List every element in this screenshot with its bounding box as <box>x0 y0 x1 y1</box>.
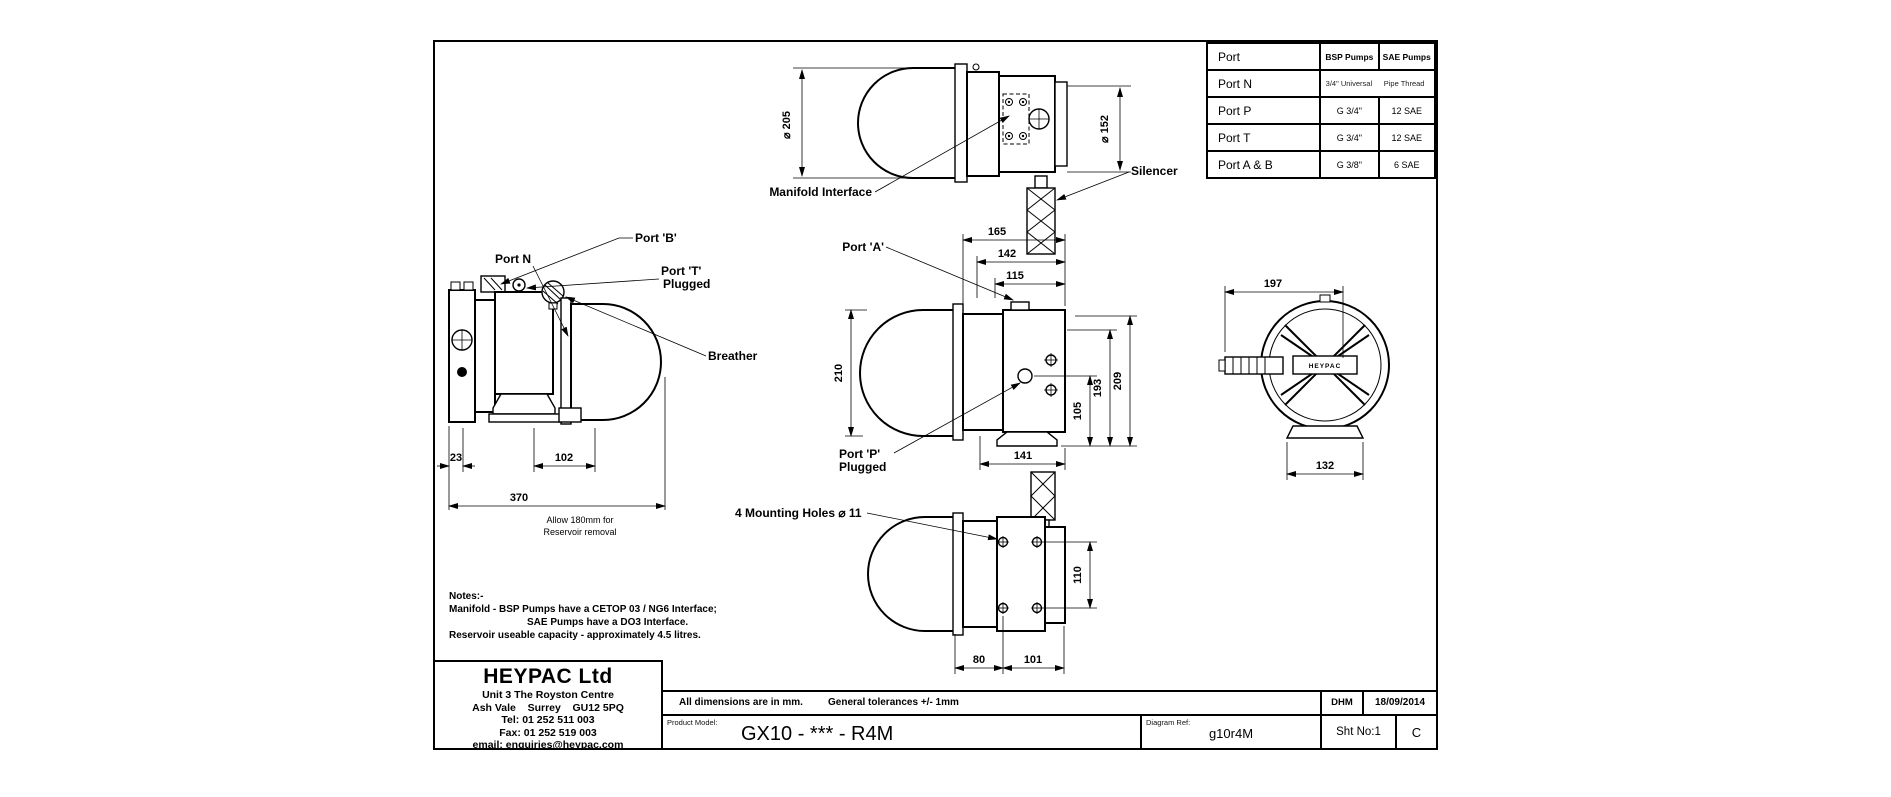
port-n-bsp-value: 3/4" Universal <box>1325 79 1373 88</box>
dim-23: 23 <box>449 452 463 464</box>
bottom-plan-view <box>735 472 1097 674</box>
port-table-header-bsp: BSP Pumps <box>1320 43 1378 70</box>
port-ab-cell: Port A & B <box>1207 151 1320 178</box>
dim-193: 193 <box>1092 378 1104 398</box>
dim-dia205: ⌀ 205 <box>781 110 793 140</box>
dim-110: 110 <box>1072 566 1084 584</box>
company-address1: Unit 3 The Royston Centre <box>482 689 614 701</box>
port-t-cell: Port T <box>1207 124 1320 151</box>
dim-102: 102 <box>554 452 574 464</box>
motor-end-view <box>1219 278 1389 480</box>
note-allow-line1: Allow 180mm for <box>546 515 614 525</box>
front-elevation-view <box>437 231 758 537</box>
dims-note: All dimensions are in mm. <box>679 697 803 708</box>
dim-115: 115 <box>1006 270 1024 282</box>
label-port-n: Port N <box>495 252 531 266</box>
label-port-p-plugged: Plugged <box>839 460 887 474</box>
diagram-ref-label: Diagram Ref: <box>1146 718 1191 727</box>
dim-197: 197 <box>1263 278 1283 290</box>
dim-141: 141 <box>1013 450 1033 462</box>
label-manifold-interface: Manifold Interface <box>769 185 872 199</box>
port-table-header-sae: SAE Pumps <box>1379 43 1436 70</box>
product-model-cell <box>663 716 1140 748</box>
dim-370: 370 <box>509 492 529 504</box>
side-elevation-view <box>833 226 1137 474</box>
label-breather: Breather <box>708 349 758 363</box>
notes-line1: Manifold - BSP Pumps have a CETOP 03 / NG6 Interface; <box>449 604 717 615</box>
notes-title: Notes:- <box>449 591 484 602</box>
port-t-bsp-value: G 3/4" <box>1320 124 1378 151</box>
sheet-number-cell: Sht No:1 <box>1320 716 1395 748</box>
port-p-cell: Port P <box>1207 97 1320 124</box>
company-email: email: enquiries@heypac.com <box>472 739 624 751</box>
notes-line3: Reservoir useable capacity - approximately 4.5 litres. <box>449 630 701 641</box>
port-table-header-row <box>1207 43 1435 70</box>
port-ab-sae-value: 6 SAE <box>1379 151 1436 178</box>
dim-165: 165 <box>987 226 1007 238</box>
company-fax: Fax: 01 252 519 003 <box>499 726 597 739</box>
product-model-label: Product Model: <box>667 718 718 727</box>
tolerance-note: General tolerances +/- 1mm <box>828 697 959 708</box>
note-allow-line2: Reservoir removal <box>543 527 617 537</box>
tolerance-band <box>663 690 1436 714</box>
date-cell: 18/09/2014 <box>1362 692 1436 714</box>
port-table-row-ab <box>1207 151 1435 178</box>
label-silencer: Silencer <box>1131 164 1178 178</box>
port-table-row-p <box>1207 97 1435 124</box>
port-p-bsp-value: G 3/4" <box>1320 97 1378 124</box>
dim-210: 210 <box>833 363 845 383</box>
diagram-ref-cell <box>1140 716 1320 748</box>
port-table <box>1206 42 1436 179</box>
label-port-a: Port 'A' <box>842 240 884 254</box>
notes-line2: SAE Pumps have a DO3 Interface. <box>527 617 689 628</box>
dim-dia152: ⌀ 152 <box>1099 114 1111 144</box>
company-box <box>435 660 663 751</box>
label-port-b: Port 'B' <box>635 231 677 245</box>
dim-80: 80 <box>972 654 986 666</box>
port-n-thread-cell <box>1320 70 1435 97</box>
dim-105: 105 <box>1072 401 1084 421</box>
notes-block <box>449 590 779 642</box>
port-table-row-n <box>1207 70 1435 97</box>
dim-101: 101 <box>1023 654 1043 666</box>
port-n-sae-value: Pipe Thread <box>1383 79 1425 88</box>
label-mounting-holes: 4 Mounting Holes ⌀ 11 <box>735 506 862 520</box>
company-address2: Ash Vale Surrey GU12 5PQ <box>472 701 624 714</box>
port-n-cell: Port N <box>1207 70 1320 97</box>
dim-142: 142 <box>997 248 1017 260</box>
product-model-value: GX10 - *** - R4M <box>741 723 894 745</box>
port-table-row-t <box>1207 124 1435 151</box>
port-table-header-port: Port <box>1207 43 1320 70</box>
revision-cell: C <box>1395 716 1436 748</box>
top-plan-view <box>769 64 1178 254</box>
label-port-p: Port 'P' <box>839 447 881 461</box>
motor-nameplate-text: HEYPAC <box>1308 363 1342 370</box>
label-port-t-plugged: Plugged <box>663 277 711 291</box>
dim-209: 209 <box>1112 371 1124 391</box>
label-port-t: Port 'T' <box>661 264 702 278</box>
port-p-sae-value: 12 SAE <box>1379 97 1436 124</box>
dim-132: 132 <box>1315 460 1335 472</box>
model-band <box>663 714 1436 748</box>
company-tel: Tel: 01 252 511 003 <box>501 714 595 726</box>
title-block <box>435 660 1436 751</box>
drawing-sheet <box>433 40 1438 750</box>
diagram-ref-value: g10r4M <box>1208 726 1254 741</box>
author-cell: DHM <box>1320 692 1362 714</box>
port-t-sae-value: 12 SAE <box>1379 124 1436 151</box>
company-name: HEYPAC Ltd <box>483 665 613 688</box>
port-ab-bsp-value: G 3/8" <box>1320 151 1378 178</box>
